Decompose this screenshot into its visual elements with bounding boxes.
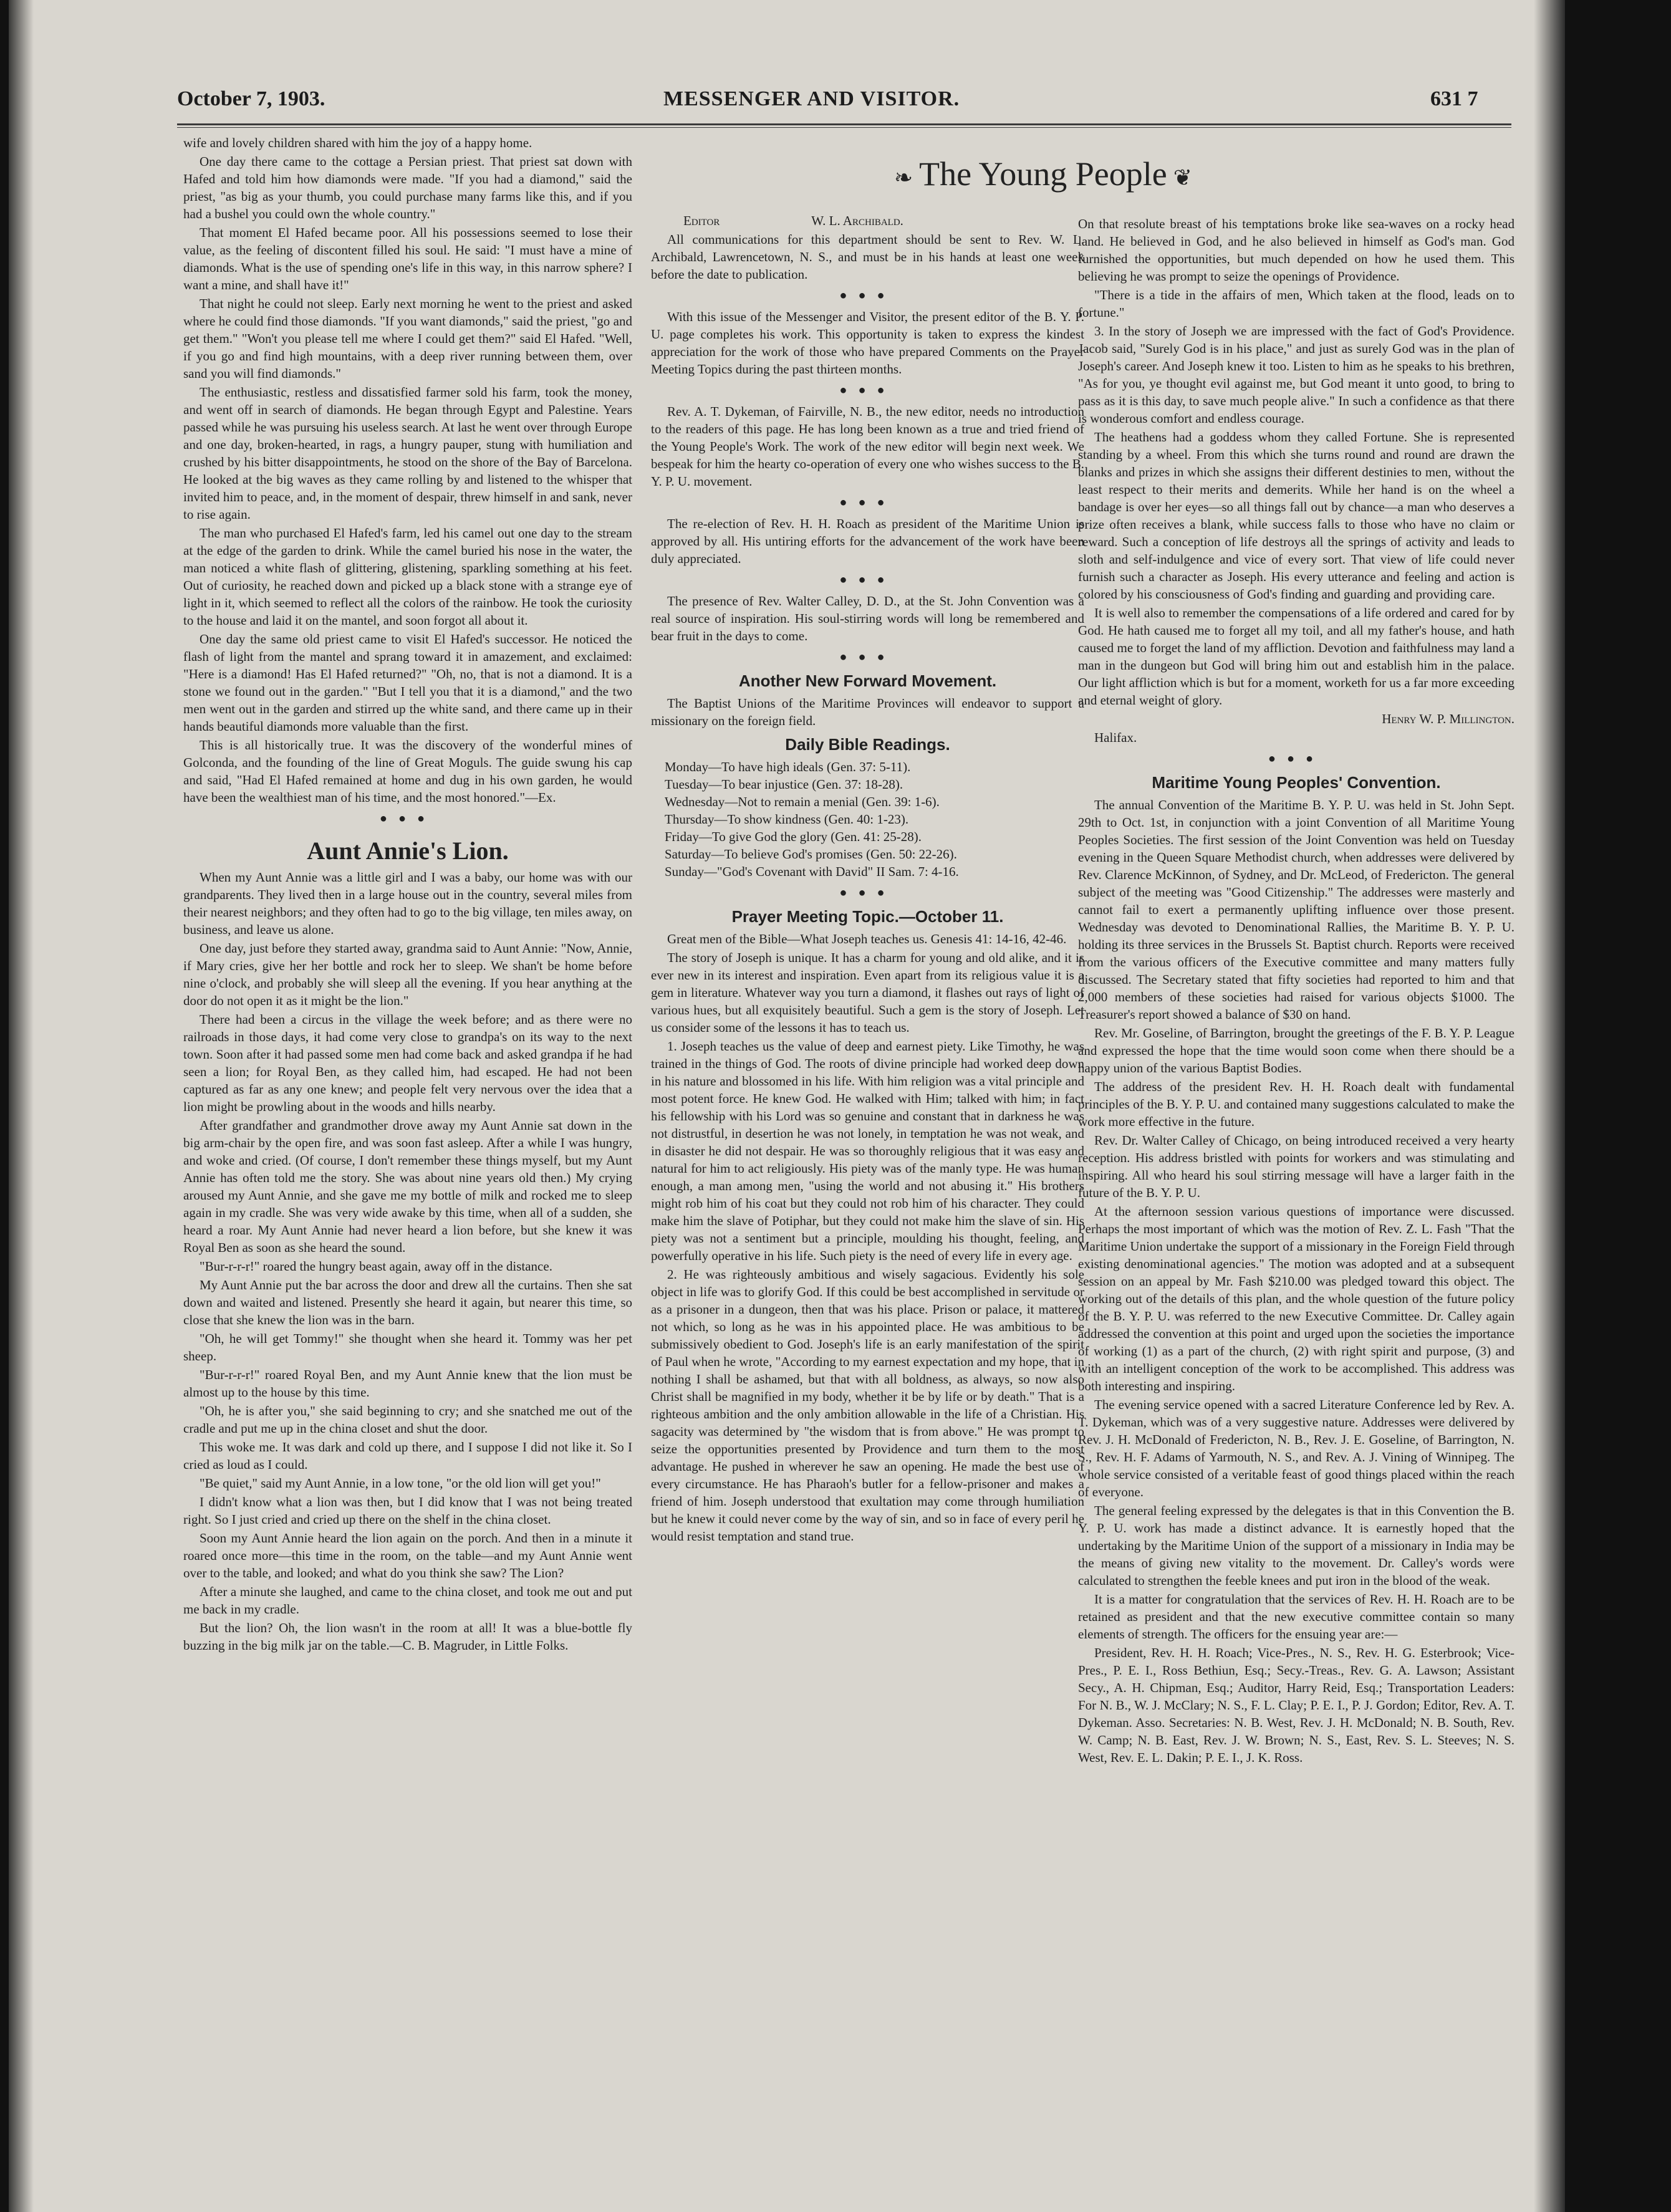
paragraph: I didn't know what a lion was then, but I did know that I was not being treated right. So I just cried and cried up there on the shelf in the china closet. (183, 1494, 632, 1527)
heading-forward-movement: Another New Forward Movement. (738, 671, 997, 690)
paragraph: There had been a circus in the village the week before; and as there were no railroads in those days, it had come very close to grandpa's on its way to the next town. Soon after it had passed some men had come back and asked grandpa if he had seen a lion; for Royal Ben, as they called him, had escaped. He had not been captured as far as any one knew; and people felt very nervous over the idea that a lion might be prowling about in the woods and hills nearby. (183, 1012, 632, 1114)
paragraph: It is a matter for congratulation that the services of Rev. H. H. Roach are to be retained as president and that the new executive committee contain so many elements of strength. The officers for the ensuing year are:— (1078, 1592, 1514, 1642)
paragraph: "Bur-r-r-r!" roared the hungry beast again, away off in the distance. (200, 1259, 552, 1274)
masthead (9, 87, 1565, 125)
heading-bible-readings: Daily Bible Readings. (785, 735, 950, 754)
paragraph: After grandfather and grandmother drove away my Aunt Annie sat down in the big arm-chair by the open fire, and was soon fast asleep. After a while I was hungry, and woke and cried. (Of course, I don't remember these things myself, but my Aunt Annie has often told me the story. She was about nine years old then.) My crying aroused my Aunt Annie, and she gave me my bottle of milk and rocked me to sleep again in my cradle. She was very wide awake by this time, when all of a sudden, she heard a roar. My Aunt Annie had never heard a lion before, but she knew it was Royal Ben as soon as she heard the sound. (183, 1118, 632, 1255)
page-number: 631 7 (1430, 87, 1478, 110)
paragraph: The re-election of Rev. H. H. Roach as president of the Maritime Union is approved by all. His untiring efforts for the advancement of the work have been duly appreciated. (651, 516, 1084, 566)
paragraph: "Bur-r-r-r!" roared Royal Ben, and my Aunt Annie knew that the lion must be almost up to the house by this time. (183, 1367, 632, 1400)
paragraph: But the lion? Oh, the lion wasn't in the room at all! It was a blue-bottle fly buzzing in the big milk jar on the table.—C. B. Magruder, in Little Folks. (183, 1620, 632, 1653)
list-item: Tuesday—To bear injustice (Gen. 37: 18-28). (665, 777, 903, 792)
paragraph: The enthusiastic, restless and dissatisfied farmer sold his farm, took the money, and went off in search of diamonds. He began through Egypt and Palestine. Years passed while he was pursuing his useless search. At last he went over through Europe and one day, broken-hearted, in rags, a hungry pauper, stung with humiliation and crushed by his bitter disappointments, he stood on the shore of the Bay of Barcelona. He looked at the big waves as they came rolling by and listened to the whisper that invited him to peace, and, in the moment of despair, threw himself in and sank, never to rise again. (183, 385, 632, 522)
bible-readings-list (651, 758, 1084, 880)
paragraph: 1. Joseph teaches us the value of deep and earnest piety. Like Timothy, he was trained in the things of God. The roots of divine principle had worked deep down in his nature and blossomed in his life. With him religion was a vital principle and most potent force. He knew God. He walked with Him; talked with him; in fact his fellowship with his Lord was so genuine and constant that in darkness he was not distrustful, in desertion he was not lonely, in temptation he was not weak, and in disaster he did not despair. He was so thoroughly religious that it was easy and natural for him to act religiously. His piety was of the manly type. He was human enough, a man among men, "using the world and not abusing it." His brothers might rob him of his coat but they could not rob him of his character. They could make him the slave of Potiphar, but they could not make him the slave of sin. His piety was not a sentiment but a principle, moulding his thought, feeling, and powerfully operative in his life. Such piety is the need of every life in every age. (651, 1039, 1084, 1263)
editor-label: Editor (683, 213, 720, 228)
page-edge-shadow (1534, 0, 1565, 2212)
list-item: Friday—To give God the glory (Gen. 41: 25-28). (665, 829, 922, 844)
paragraph: With this issue of the Messenger and Visitor, the present editor of the B. Y. P. U. page completes his work. This opportunity is taken to express the kindest appreciation for the work of those who have prepared Comments on the Prayer Meeting Topics during the past thirteen months. (651, 309, 1084, 377)
paragraph: Rev. Mr. Goseline, of Barrington, brought the greetings of the F. B. Y. P. League and expressed the hope that the time would soon come when there should be a happy union of the various Baptist Bodies. (1078, 1026, 1514, 1075)
section-divider: ●●● (839, 573, 896, 587)
paragraph: Rev. A. T. Dykeman, of Fairville, N. B., the new editor, needs no introduction to the readers of this page. He has long been known as a true and tried friend of the Young People's Work. The work of the new editor will begin next week. We bespeak for him the hearty co-operation of every one who wishes success to the B. Y. P. U. movement. (651, 404, 1084, 489)
paper-title: MESSENGER AND VISITOR. (663, 87, 960, 110)
editor-line (651, 212, 1084, 229)
heading-prayer-topic: Prayer Meeting Topic.—October 11. (731, 907, 1004, 926)
paragraph: The annual Convention of the Maritime B. Y. P. U. was held in St. John Sept. 29th to Oct. 1st, in conjunction with a joint Convention of all Maritime Young Peoples Societies. The first session of the Joint Convention was held on Tuesday evening in the Queen Square Methodist church, when addresses were delivered by Rev. Clarence McKinnon, of Sydney, and Dr. McLeod, of Fredericton. The general subject of the meeting was "Good Citizenship." The addresses were masterly and cannot fail to exert a permanently uplifting influence over those present. Wednesday was devoted to Denominational Rallies, the Maritime B. Y. P. U. holding its three services in the Brussels St. Baptist church. Reports were received from the various officers of the Executive committee and many matters fully discussed. The Secretary stated that fifty societies had reported to him and that 2,000 members of these societies had raised for various objects $1000. The Treasurer's report showed a balance of $30 on hand. (1078, 797, 1514, 1022)
paragraph: "Be quiet," said my Aunt Annie, in a low tone, "or the old lion will get you!" (200, 1476, 601, 1491)
heading-convention: Maritime Young Peoples' Convention. (1152, 773, 1441, 792)
list-item: Saturday—To believe God's promises (Gen. 50: 22-26). (665, 847, 957, 862)
paragraph: That moment El Hafed became poor. All his possessions seemed to lose their value, as the feeling of discontent filled his soul. He said: "I must have a mine of diamonds. What is the use of spending one's life in this way, in this narrow sphere? I want a mine, and shall have it!" (183, 225, 632, 292)
newspaper-page (9, 0, 1565, 2212)
section-title (888, 155, 1324, 193)
paragraph: wife and lovely children shared with him the joy of a happy home. (183, 135, 532, 150)
paragraph: My Aunt Annie put the bar across the door and drew all the curtains. Then she sat down and waited and listened. Presently she heard it again, but nearer this time, so close that she knew the lion was in the barn. (183, 1277, 632, 1327)
paragraph: One day there came to the cottage a Persian priest. That priest sat down with Hafed and told him how diamonds were made. "If you had a diamond," said the priest, "as big as your thumb, you could purchase many farms like this, and if you had a bushel you could own the whole country." (183, 154, 632, 221)
paragraph: "Oh, he will get Tommy!" she thought when she heard it. Tommy was her pet sheep. (183, 1331, 632, 1363)
paragraph: The heathens had a goddess whom they called Fortune. She is represented standing by a wheel. From this which she turns round and round are drawn the blanks and prizes in which she assigns their different destinies to men, without the least respect to their merits and demerits. While her hand is on the wheel a bandage is over her eyes—so all things fall out by chance—a man who deserves a prize often receives a blank, while success falls to those who have no claim or reward. Such a conception of life destroys all the springs of activity and leads to sloth and self-indulgence and vice of every sort. That view of life could never furnish such a character as Joseph. His every utterance and feeling and action is colored by his consciousness of God's finding and guarding and providing care. (1078, 430, 1514, 602)
section-divider: ●●● (839, 496, 896, 509)
paragraph: When my Aunt Annie was a little girl and I was a baby, our home was with our grandparents. They lived then in a large house out in the country, several miles from their nearest neighbors; and they often had to go to the big village, ten miles away, on business, and leave us alone. (183, 870, 632, 937)
section-divider: ●●● (839, 886, 896, 900)
masthead-rule (177, 123, 1511, 125)
section-divider: ●●● (839, 383, 896, 397)
paragraph: The evening service opened with a sacred Literature Conference led by Rev. A. T. Dykeman, which was of a very suggestive nature. Addresses were delivered by Rev. J. H. McDonald of Fredericton, N. B., Rev. J. E. Goseline, of Barrington, N. S., Rev. H. F. Adams of Yarmouth, N. S., and Rev. A. J. Vining of Winnipeg. The whole service consisted of a veritable feast of good things placed within the reach of everyone. (1078, 1397, 1514, 1499)
list-item: Thursday—To show kindness (Gen. 40: 1-23). (665, 812, 909, 827)
column-left (183, 134, 632, 2042)
paragraph: Soon my Aunt Annie heard the lion again on the porch. And then in a minute it roared once more—this time in the room, on the table—and my Aunt Annie went over to the table, and looked; and what do you think she saw? The Lion? (183, 1531, 632, 1580)
fleuron-icon: ❧ (894, 165, 913, 190)
issue-date: October 7, 1903. (177, 87, 325, 110)
paragraph: The story of Joseph is unique. It has a charm for young and old alike, and it is ever new in its interest and inspiration. Even apart from its religious value it is a gem in literature. Whatever way you turn a diamond, it flashes out rays of light of various hues, but all exquisitely beautiful. Such a gem is the story of Joseph. Let us consider some of the lessons it has to teach us. (651, 950, 1084, 1035)
paragraph: That night he could not sleep. Early next morning he went to the priest and asked where he could find those diamonds. "If you want diamonds," said the priest, "go and get them." "Won't you please tell me where I could get them?" said El Hafed. "Well, if you go and find high mountains, with a deep river running between them, over sand you will find diamonds." (183, 296, 632, 381)
section-divider: ●●● (379, 812, 436, 825)
quotation: "There is a tide in the affairs of men, Which taken at the flood, leads on to fortune." (1078, 287, 1514, 320)
list-item: Sunday—"God's Covenant with David" II Sam. 7: 4-16. (665, 864, 959, 879)
paragraph: Great men of the Bible—What Joseph teaches us. Genesis 41: 14-16, 42-46. (667, 931, 1067, 946)
paragraph: President, Rev. H. H. Roach; Vice-Pres., N. S., Rev. H. G. Esterbrook; Vice-Pres., P. E. I., Ross Bethiun, Esq.; Secy.-Treas., Rev. G. A. Lawson; Assistant Secy., A. H. Chipman, Esq.; Auditor, Harry Reid, Esq.; Transportation Leaders: For N. B., W. J. McClary; N. S., F. L. Clay; P. E. I., P. J. Gordon; Editor, Rev. A. T. Dykeman. Asso. Secretaries: N. B. West, Rev. J. H. McDonald; N. B. South, Rev. W. Camp; N. B. East, Rev. J. W. Brown; N. S., East, Rev. S. L. Steeves; N. S. West, Rev. E. L. Dakin; P. E. I., J. K. Ross. (1078, 1645, 1514, 1765)
paragraph: One day the same old priest came to visit El Hafed's successor. He noticed the flash of light from the mantel and sprang toward it in amazement, and exclaimed: "Here is a diamond! Has El Hafed returned?" "Oh, no, that is not a diamond. It is a stone we found out in the garden." "But I tell you that it is a diamond," and the two men went out in the garden and stirred up the white sand, and there came up in their hands beautiful diamonds more valuable than the first. (183, 632, 632, 734)
section-title-text: The Young People (919, 155, 1167, 193)
paragraph: The presence of Rev. Walter Calley, D. D., at the St. John Convention was a real source of inspiration. His soul-stirring words will long be remembered and bear fruit in the days to come. (651, 594, 1084, 643)
fleuron-icon: ❦ (1173, 165, 1192, 190)
author-signature: Henry W. P. Millington. (1382, 711, 1514, 726)
section-divider: ●●● (1268, 752, 1325, 766)
paragraph: 2. He was righteously ambitious and wisely sagacious. Evidently his sole object in life was to glorify God. If this could be best accomplished in servitude or as a prisoner in a dungeon, then that was his place. Prison or palace, it mattered not which, so long as he was in his appointed place. He was ambitious to be submissively obedient to God. Joseph's life is an early manifestation of the spirit of Paul when he wrote, "According to my earnest expectation and my hope, that in nothing I shall be ashamed, but that with all boldness, as always, so now also Christ shall be magnified in my body, whether it be by life or by death." That is a righteous ambition and the only ambition allowable in the life of a Christian. His sagacity was determined by "the wisdom that is from above." He was prompt to seize the opportunities presented by Providence and turn them to the most advantage. He pushed in wherever he saw an opening. He made the best use of every circumstance. He has Pharaoh's butler for a fellow-prisoner and makes a friend of him. Joseph understood that exultation may come through humiliation but he knew it could never come by the way of sin, and so in face of every peril he would resist temptation and stand true. (651, 1267, 1084, 1544)
paragraph: It is well also to remember the compensations of a life ordered and cared for by God. He hath caused me to forget all my toil, and all my father's house, and hath caused me to forget the land of my affliction. Devotion and faithfulness may land a man in the dungeon but God will bring him out and establish him in the palace. Our light affliction which is but for a moment, worketh for us a far more exceeding and eternal weight of glory. (1078, 605, 1514, 708)
article-title-lion: Aunt Annie's Lion. (307, 837, 509, 865)
paragraph: "Oh, he is after you," she said beginning to cry; and she snatched me out of the cradle and put me up in the china closet and shut the door. (183, 1403, 632, 1436)
paragraph: This woke me. It was dark and cold up there, and I suppose I did not like it. So I cried as loud as I could. (183, 1440, 632, 1472)
masthead-rule-thin (177, 127, 1511, 128)
paragraph: After a minute she laughed, and came to the china closet, and took me out and put me back in my cradle. (183, 1584, 632, 1617)
paragraph: One day, just before they started away, grandma said to Aunt Annie: "Now, Annie, if Mary cries, give her her bottle and rock her to sleep. We shan't be home before nine o'clock, and probably she will sleep all the evening. If you hear anything at the door do not open it as it might be the lion." (183, 941, 632, 1008)
paragraph: At the afternoon session various questions of importance were discussed. Perhaps the most important of which was the motion of Rev. Z. L. Fash "That the Maritime Union undertake the support of a missionary in the Foreign Field through existing denominational agencies." The motion was adopted and at a subsequent session on an appeal by Mr. Fash $210.00 was pledged toward this object. The working out of the details of this plan, and the whole question of the future policy of the B. Y. P. U. was referred to the new Executive Committee. Dr. Calley again addressed the convention at this point and urged upon the societies the importance of working (1) as a part of the church, (2) with right spirit and purpose, (3) and with an intelligent conception of the work to be accomplished. This address was both interesting and inspiring. (1078, 1204, 1514, 1393)
paragraph: The general feeling expressed by the delegates is that in this Convention the B. Y. P. U. work has made a distinct advance. It is earnestly hoped that the undertaking by the Maritime Union of the support of a missionary in India may be the means of giving new vitality to the movement. Dr. Calley's words were calculated to strengthen the feeble knees and put iron in the blood of the weak. (1078, 1503, 1514, 1588)
paragraph: This is all historically true. It was the discovery of the wonderful mines of Golconda, and the founding of the line of Great Moguls. The guide swung his cap and said, "Had El Hafed remained at home and dug in his own garden, he would have been the wealthiest man of his time, and the most honored."—Ex. (183, 738, 632, 805)
list-item: Monday—To have high ideals (Gen. 37: 5-11). (665, 759, 911, 774)
paragraph: The Baptist Unions of the Maritime Provinces will endeavor to support a missionary on the foreign field. (651, 696, 1084, 728)
paragraph: All communications for this department should be sent to Rev. W. L. Archibald, Lawrencetown, N. S., and must be in his hands at least one week before the date to publication. (651, 232, 1084, 282)
paragraph: The man who purchased El Hafed's farm, led his camel out one day to the stream at the edge of the garden to drink. While the camel buried his nose in the water, the man noticed a white flash of glittering, glistening, sparkling something at his feet. Out of curiosity, he reached down and picked up a black stone with a strange eye of light in it, which seemed to reflect all the colors of the rainbow. He took the curiosity to the house and laid it on the mantel, and soon forgot all about it. (183, 526, 632, 628)
column-right (1078, 215, 1514, 2123)
section-divider: ●●● (839, 650, 896, 664)
paragraph: 3. In the story of Joseph we are impressed with the fact of God's Providence. Jacob said, "Surely God is in his place," and just as surely God was in the plan of Joseph's career. And Joseph knew it too. Listen to him as he speaks to his brethren, "As for you, ye thought evil against me, but God meant it unto good, to bring to pass as it is this day, to save much people alive." In such a confidence as that there is wonderous comfort and endless courage. (1078, 324, 1514, 426)
paragraph: On that resolute breast of his temptations broke like sea-waves on a rocky head land. He believed in God, and he also believed in himself as God's man. God furnished the opportunities, but much depended on how he used them. This believing he was prompt to seize the openings of Providence. (1078, 216, 1514, 284)
editor-name: W. L. Archibald. (811, 213, 903, 228)
section-divider: ●●● (839, 289, 896, 302)
paragraph: The address of the president Rev. H. H. Roach dealt with fundamental principles of the B. Y. P. U. and contained many suggestions calculated to make the work more effective in the future. (1078, 1079, 1514, 1129)
binding-shadow (9, 0, 34, 2212)
column-middle (651, 212, 1084, 2120)
paragraph: Rev. Dr. Walter Calley of Chicago, on being introduced received a very hearty reception. His address bristled with points for workers and was stimulating and inspiring. All who heard his soul stirring message will have a larger faith in the future of the B. Y. P. U. (1078, 1133, 1514, 1200)
list-item: Wednesday—Not to remain a menial (Gen. 39: 1-6). (665, 794, 940, 809)
dateline-place: Halifax. (1094, 730, 1137, 745)
